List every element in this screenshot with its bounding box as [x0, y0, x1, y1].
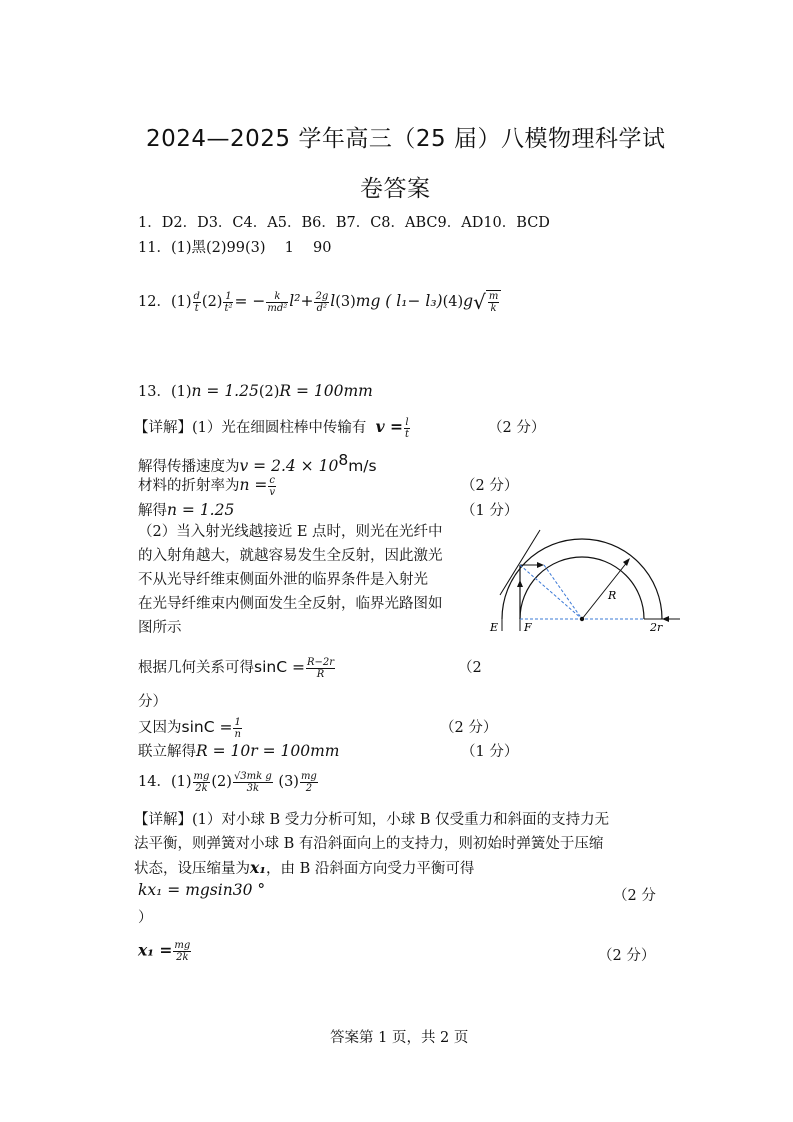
- q13-part2-paragraph: （2）当入射光线越接近 E 点时，则光在光纤中 的入射角越大，就越容易发生全反射，因此激光 不从光导纤维束侧面外泄的临界条件是入射光 在光导纤维束内侧面发生全反射，临界光路图如 图所示: [138, 524, 443, 636]
- q13-answer: 13．(1)n = 1.25(2)R = 100mm: [138, 382, 373, 400]
- q14-eq2: x₁ = $\frac{mg}{2k}$: [138, 940, 191, 963]
- score: ）: [138, 910, 153, 926]
- choice-answers: 1．D2．D3．C4．A5．B6．B7．C8．ABC9．AD10．BCD: [138, 215, 550, 231]
- q11-answer: 11．(1)黑(2)99(3) 1 90: [138, 240, 332, 256]
- q12-eq: = −: [234, 292, 266, 310]
- score: （2 分）: [461, 478, 519, 494]
- page-title-line1: 2024—2025 学年高三（25 届）八模物理科学试: [146, 126, 666, 152]
- outer-arc: [502, 539, 662, 619]
- dashed-radius: [544, 565, 582, 619]
- q12-g: g: [463, 292, 474, 310]
- label-E: E: [490, 621, 499, 634]
- q12-label: 12．(1): [138, 294, 192, 310]
- q12-l2: l²+: [289, 292, 314, 310]
- label-R: R: [608, 589, 617, 602]
- q13-joint: 联立解得R = 10r = 100mm: [138, 742, 340, 760]
- q12-frac4: $\frac{2g}{\text{d²}}$: [315, 290, 329, 314]
- score: （1 分）: [461, 503, 519, 519]
- q12-mg-expr: mg ( l₁− l₃): [355, 292, 443, 310]
- q14-answer: 14．(1) $\frac{mg}{2k}$ (2) $\frac{\text{√3mk g}}{3k}$ (3) $\frac{mg}{2}$: [138, 770, 317, 794]
- q13-geo: 根据几何关系可得sinC = $\frac{R-2r}{R}$: [138, 656, 335, 680]
- label-F: F: [524, 621, 532, 634]
- q12-l: l: [330, 292, 336, 310]
- score: （1 分）: [461, 744, 519, 760]
- q12-frac2: $\frac{1}{\text{t²}}$: [224, 290, 233, 314]
- q12-answer: [138, 290, 501, 314]
- q13-also: 又因为sinC = $\frac{1}{n}$: [138, 716, 241, 740]
- arrow-icon: [662, 616, 669, 622]
- score: （2 分）: [440, 720, 498, 736]
- q13-index: 材料的折射率为n = $\frac{c}{v}$: [138, 474, 276, 498]
- score: 分）: [138, 694, 167, 710]
- score: （2 分）: [598, 948, 656, 964]
- arrow-icon: [517, 580, 523, 587]
- q12-sqrt: $\frac{m}{k}$: [486, 290, 501, 314]
- q12-part3: (3): [335, 294, 356, 310]
- fiber-optic-diagram: [480, 525, 690, 640]
- score: （2 分: [613, 888, 656, 904]
- q13-v-frac: $\frac{l}{t}$: [405, 416, 410, 440]
- dashed-normal: [520, 565, 582, 619]
- q12-frac1: $\frac{d}{t}$: [193, 290, 200, 314]
- score: （2: [458, 660, 482, 676]
- q14-eq1: kx₁ = mgsin30 °: [138, 881, 266, 899]
- arrow-icon: [623, 558, 630, 566]
- q14-detail: 【详解】(1）对小球 B 受力分析可知，小球 B 仅受重力和斜面的支持力无 法平衡，则弹簧对小球 B 有沿斜面向上的支持力，则初始时弹簧处于压缩 状态，设压缩量为x₁，由 B 沿斜面方向受力平衡可得: [134, 812, 610, 877]
- q13-detail-1: 【详解】(1）光在细圆柱棒中传输有 v = $\frac{l}{t}$: [134, 416, 410, 440]
- q12-part2: (2): [201, 294, 223, 310]
- q12-frac3: $\frac{k}{\text{md²}}$: [267, 290, 288, 314]
- page-footer: 答案第 1 页，共 2 页: [330, 1030, 469, 1046]
- page-title-line2: 卷答案: [360, 176, 431, 202]
- q13-solve: 解得n = 1.25: [138, 501, 235, 519]
- q12-part4: (4): [442, 294, 464, 310]
- label-2r: 2r: [650, 621, 663, 634]
- arrow-icon: [537, 562, 544, 568]
- radius-line: [582, 561, 628, 619]
- score: （2 分）: [488, 420, 546, 436]
- q13-speed: 解得传播速度为$v = 2.4 \times 10^8m/s$: [138, 451, 377, 475]
- sqrt-icon: √: [473, 290, 486, 314]
